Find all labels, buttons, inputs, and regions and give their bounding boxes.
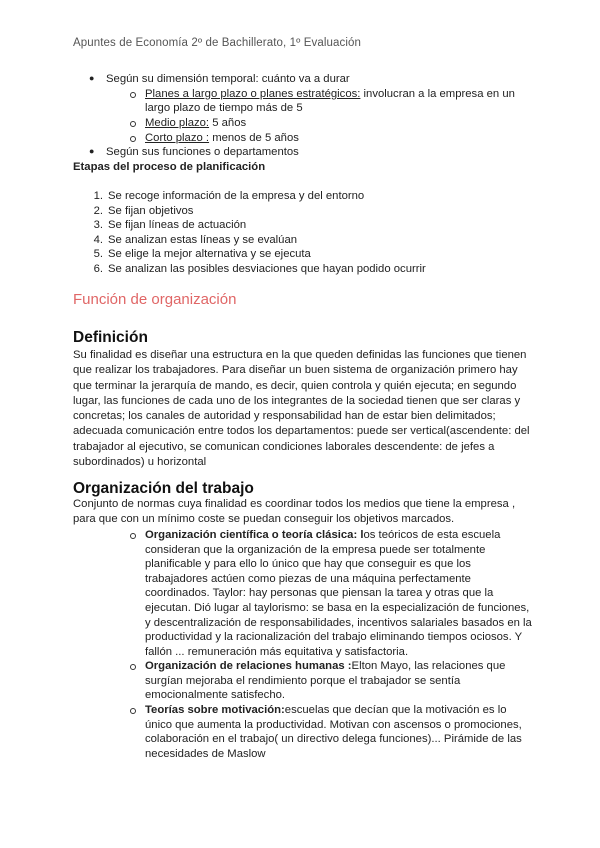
circle-bullet-icon bbox=[130, 664, 136, 670]
item-largo-plazo: Planes a largo plazo o planes estratégicos: involucran a la empresa en un bbox=[145, 88, 515, 100]
circle-bullet-icon bbox=[130, 121, 136, 127]
term-teoria-clasica: Organización científica o teoría clásica: l bbox=[145, 529, 364, 541]
teoria-cientifica: Organización científica o teoría clásica: los teóricos de esta escuela consideran que la organización de la empresa puede ser totalmente planificable y para ello lo único que hay que conseguir es que los trabajadores actúen como piezas de una máquina perfectamente coordinados. Taylor: hay personas que piensan la tarea y otras que la ejecutan. Dió lugar al taylorismo: se basa en la especialización de funciones, y descentralización de responsabilidades, incentivos salariales basados en la productividad y la racionalización del trabajo eliminando tiempos ociosos. Y fallón ... remuneración más equitativa y satisfactoria. bbox=[145, 529, 532, 658]
item-corto-plazo: Corto plazo : menos de 5 años bbox=[145, 132, 299, 144]
teoria-relaciones-humanas: Organización de relaciones humanas :Elton Mayo, las relaciones que surgían mejoraba el rendimiento porque el trabajador se sentía emocionalmente satisfecho. bbox=[145, 660, 506, 702]
list-item: 6. Se analizan las posibles desviaciones que hayan podido ocurrir bbox=[93, 262, 426, 275]
term-medio-plazo: Medio plazo: bbox=[145, 117, 210, 129]
etapas-title: Etapas del proceso de planificación bbox=[73, 161, 266, 173]
document-header: Apuntes de Economía 2º de Bachillerato, 1º Evaluación bbox=[73, 37, 361, 49]
list-item: 2. Se fijan objetivos bbox=[93, 204, 194, 217]
heading-definicion: Definición bbox=[73, 329, 148, 346]
bullet-dot-icon: ● bbox=[89, 73, 95, 83]
circle-bullet-icon bbox=[130, 136, 136, 142]
circle-bullet-icon bbox=[130, 533, 136, 539]
term-motivacion: Teorías sobre motivación: bbox=[145, 704, 285, 716]
definicion-paragraph: Su finalidad es diseñar una estructura en la que queden definidas las funciones que tienen que realizar los trabajadores. Para diseñar un buen sistema de organización primero hay que terminar la jerarquía de mando, es decir, quien controla y quién ejecuta; en segundo lugar, las funciones de cada uno de los integrantes de la sociedad tienen que ser claras y concretas; los canales de autoridad y responsabilidad han de estar bien delimitados; adecuada comunicación entre todos los departamentos: puede ser vertical(ascendente: del trabajador al ejecutivo, se comunican condiciones laborales descendente: de jefes a subordinados) u horizontal bbox=[73, 349, 530, 469]
item-medio-plazo: Medio plazo: 5 años bbox=[145, 117, 247, 129]
teoria-motivacion: Teorías sobre motivación:escuelas que decían que la motivación es lo único que aumenta la productividad. Motivan con ascensos o promociones, colaboración en el trabajo( un directivo delega funciones)... Pirámide de las necesidades de Maslow bbox=[145, 704, 522, 760]
section-title-organizacion: Función de organización bbox=[73, 291, 237, 308]
list-item: 4. Se analizan estas líneas y se evalúan bbox=[93, 233, 298, 246]
item-largo-plazo-cont: largo plazo de tiempo más de 5 bbox=[145, 102, 303, 114]
trabajo-paragraph: Conjunto de normas cuya finalidad es coordinar todos los medios que tiene la empresa , para que con un mínimo coste se puedan conseguir los objetivos marcados. bbox=[73, 498, 516, 525]
bullet-funciones: Según sus funciones o departamentos bbox=[106, 146, 299, 158]
term-relaciones-humanas: Organización de relaciones humanas : bbox=[145, 660, 352, 672]
list-item: 3. Se fijan líneas de actuación bbox=[93, 219, 247, 232]
bullet-dot-icon: ● bbox=[89, 146, 95, 156]
bullet-temporal: Según su dimensión temporal: cuánto va a durar bbox=[106, 73, 350, 85]
list-item: 1. Se recoge información de la empresa y del entorno bbox=[93, 190, 365, 202]
circle-bullet-icon bbox=[130, 92, 136, 98]
term-corto-plazo: Corto plazo : bbox=[145, 132, 210, 144]
etapas-list bbox=[83, 189, 483, 277]
term-largo-plazo: Planes a largo plazo o planes estratégicos: bbox=[145, 88, 361, 100]
heading-organizacion-trabajo: Organización del trabajo bbox=[73, 480, 254, 497]
circle-bullet-icon bbox=[130, 708, 136, 714]
list-item: 5. Se elige la mejor alternativa y se ejecuta bbox=[93, 248, 311, 261]
